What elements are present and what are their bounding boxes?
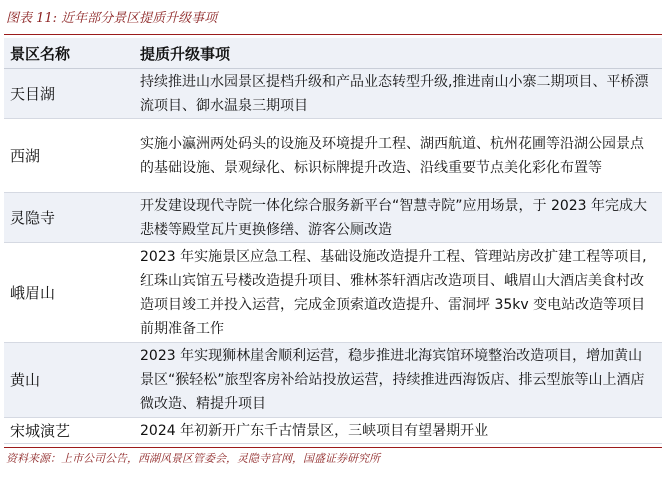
header-scenic-name: 景区名称: [4, 38, 134, 69]
upgrade-detail-cell: 2023 年实现狮林崖舍顺利运营，稳步推进北海宾馆环境整治改造项目，增加黄山景区“猴轻松”旅型客房补给站投放运营，持续推进西海饭店、排云型旅等山上酒店微改造、精提升项目: [134, 343, 662, 418]
scenic-name-cell: 宋城演艺: [4, 418, 134, 444]
upgrade-detail-cell: 持续推进山水园景区提档升级和产品业态转型升级,推进南山小寨二期项目、平桥漂流项目、御水温泉三期项目: [134, 69, 662, 119]
header-upgrade-items: 提质升级事项: [134, 38, 662, 69]
bottom-divider: [4, 447, 662, 448]
table-row: [4, 343, 662, 418]
table-row: [4, 243, 662, 343]
scenic-name-cell: 峨眉山: [4, 243, 134, 343]
upgrade-detail-cell: 实施小瀛洲两处码头的设施及环境提升工程、湖西航道、杭州花圃等沿湖公园景点的基础设施、景观绿化、标识标牌提升改造、沿线重要节点美化彩化布置等: [134, 119, 662, 193]
upgrade-table: [4, 38, 662, 444]
table-header-row: [4, 38, 662, 69]
figure-title: 图表 11: 近年部分景区提质升级事项: [6, 11, 218, 26]
scenic-name-cell: 天目湖: [4, 69, 134, 119]
table-row: [4, 119, 662, 193]
source-note: 资料来源：上市公司公告，西湖风景区管委会，灵隐寺官网，国盛证券研究所: [6, 452, 380, 465]
table-row: [4, 69, 662, 119]
upgrade-detail-cell: 2023 年实施景区应急工程、基础设施改造提升工程、管理站房改扩建工程等项目,红珠山宾馆五号楼改造提升项目、雅林茶轩酒店改造项目、峨眉山大酒店美食村改造项目竣工并投入运营，完成金顶索道改造提升、雷洞坪 35kv 变电站改造等项目前期准备工作: [134, 243, 662, 343]
scenic-name-cell: 黄山: [4, 343, 134, 418]
title-divider: [4, 34, 662, 35]
upgrade-detail-cell: 2024 年初新开广东千古情景区，三峡项目有望暑期开业: [134, 418, 662, 444]
upgrade-detail-cell: 开发建设现代寺院一体化综合服务新平台“智慧寺院”应用场景，于 2023 年完成大悲楼等殿堂瓦片更换修缮、游客公厕改造: [134, 193, 662, 243]
table-row: [4, 418, 662, 444]
table-row: [4, 193, 662, 243]
scenic-name-cell: 灵隐寺: [4, 193, 134, 243]
scenic-name-cell: 西湖: [4, 119, 134, 193]
